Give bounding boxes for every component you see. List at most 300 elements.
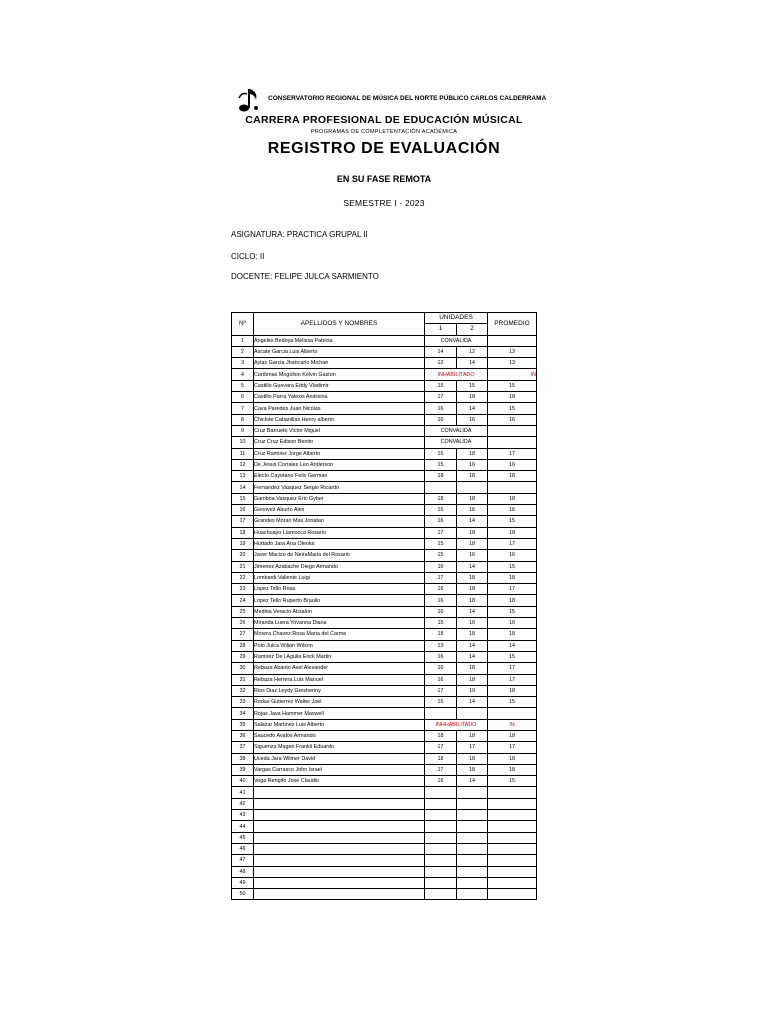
average-score	[488, 798, 537, 809]
unit-1-score	[425, 855, 457, 866]
table-row	[232, 380, 537, 391]
row-number: 12	[232, 459, 254, 470]
average-score: 16	[488, 618, 537, 629]
table-row	[232, 550, 537, 561]
student-name: Lopez Tello Rosa	[254, 584, 425, 595]
student-name	[254, 787, 425, 798]
table-row	[232, 527, 537, 538]
table-row	[232, 335, 537, 346]
status-cell: CONVALIDA	[425, 437, 488, 448]
average-score: 17	[488, 674, 537, 685]
average-score: 16	[488, 414, 537, 425]
table-row	[232, 538, 537, 549]
row-number: 31	[232, 674, 254, 685]
row-number: 25	[232, 606, 254, 617]
average-score	[488, 877, 537, 888]
average-score	[488, 482, 537, 493]
unit-1-score: 18	[425, 471, 457, 482]
average-score	[488, 708, 537, 719]
unit-1-score: 17	[425, 742, 457, 753]
unit-2-score: 14	[457, 561, 488, 572]
student-name: Vargas Carrasco John Israel	[254, 764, 425, 775]
table-row	[232, 346, 537, 357]
unit-1-score	[425, 866, 457, 877]
average-score	[488, 832, 537, 843]
average-score: 18	[488, 392, 537, 403]
row-number: 13	[232, 471, 254, 482]
student-name: Fernandez Vasquez Sergio Ricardo	[254, 482, 425, 493]
row-number: 34	[232, 708, 254, 719]
average-score	[488, 335, 537, 346]
average-score: 14	[488, 640, 537, 651]
semester-label: SEMESTRE I - 2023	[343, 198, 425, 208]
average-score: IN	[488, 369, 537, 380]
student-name: Electo Cayetano Felix German	[254, 471, 425, 482]
unit-1-score: 15	[425, 380, 457, 391]
table-row	[232, 437, 537, 448]
unit-1-score: 17	[425, 527, 457, 538]
row-number: 35	[232, 719, 254, 730]
row-number: 43	[232, 810, 254, 821]
unit-2-score: 18	[457, 471, 488, 482]
unit-2-score: 18	[457, 392, 488, 403]
row-number: 17	[232, 516, 254, 527]
row-number: 18	[232, 527, 254, 538]
evaluation-table	[231, 312, 537, 900]
column-header-unit-2: 2	[457, 324, 488, 335]
table-row	[232, 685, 537, 696]
career-title: CARRERA PROFESIONAL DE EDUCACIÓN MÚSICAL	[245, 114, 523, 126]
unit-1-score: 16	[425, 516, 457, 527]
unit-2-score: 18	[457, 595, 488, 606]
unit-2-score: 14	[457, 697, 488, 708]
unit-1-score	[425, 787, 457, 798]
unit-2-score: 16	[457, 550, 488, 561]
student-name: Cava Paredes Juan Nicolas	[254, 403, 425, 414]
row-number: 26	[232, 618, 254, 629]
student-name: Jimenez Azabache Diego Armando	[254, 561, 425, 572]
table-row	[232, 810, 537, 821]
student-name	[254, 855, 425, 866]
table-row	[232, 629, 537, 640]
average-score: 16	[488, 459, 537, 470]
unit-2-score: 16	[457, 618, 488, 629]
row-number: 47	[232, 855, 254, 866]
average-score	[488, 855, 537, 866]
student-name: Rebaza Abanto Axel Alexander	[254, 663, 425, 674]
student-name: Rodas Gutierrez Walter Joel	[254, 697, 425, 708]
row-number: 39	[232, 764, 254, 775]
table-row	[232, 516, 537, 527]
average-score	[488, 866, 537, 877]
unit-2-score: 14	[457, 516, 488, 527]
table-row	[232, 369, 537, 380]
table-row	[232, 572, 537, 583]
row-number: 8	[232, 414, 254, 425]
row-number: 11	[232, 448, 254, 459]
unit-2-score	[457, 843, 488, 854]
unit-1-score	[425, 832, 457, 843]
unit-1-score	[425, 708, 457, 719]
table-row	[232, 787, 537, 798]
unit-2-score	[457, 821, 488, 832]
unit-1-score: 16	[425, 403, 457, 414]
student-name: Rojas Java Hammer Maxwell	[254, 708, 425, 719]
table-row	[232, 651, 537, 662]
table-row	[232, 832, 537, 843]
table-row	[232, 821, 537, 832]
row-number: 10	[232, 437, 254, 448]
phase-label: EN SU FASE REMOTA	[336, 174, 432, 184]
row-number: 32	[232, 685, 254, 696]
average-score	[488, 889, 537, 900]
status-cell: CONVALIDA	[425, 425, 488, 436]
row-number: 28	[232, 640, 254, 651]
column-header-unit-1: 1	[425, 324, 457, 335]
unit-2-score: 17	[457, 742, 488, 753]
unit-1-score: 16	[425, 776, 457, 787]
average-score: 17	[488, 538, 537, 549]
average-score: 15	[488, 697, 537, 708]
unit-2-score: 15	[457, 380, 488, 391]
unit-1-score: 14	[425, 346, 457, 357]
row-number: 15	[232, 493, 254, 504]
unit-2-score: 18	[457, 730, 488, 741]
unit-2-score	[457, 889, 488, 900]
student-name: Castillo Parra Yalexis Andreina	[254, 392, 425, 403]
column-header-average: PROMEDIO	[488, 313, 537, 336]
average-score: 18	[488, 730, 537, 741]
table-row	[232, 471, 537, 482]
subject-label: ASIGNATURA: PRACTICA GRUPAL II	[231, 230, 368, 239]
unit-1-score	[425, 821, 457, 832]
student-name: Cruz Ramirez Jorge Alberto	[254, 448, 425, 459]
unit-2-score	[457, 482, 488, 493]
row-number: 22	[232, 572, 254, 583]
student-name: Angeles Bedoya Melissa Patricia	[254, 335, 425, 346]
average-score: 13	[488, 358, 537, 369]
average-score: 18	[488, 629, 537, 640]
student-name: Huachuayo Llamocca Rosario	[254, 527, 425, 538]
row-number: 40	[232, 776, 254, 787]
row-number: 7	[232, 403, 254, 414]
unit-1-score: 16	[425, 663, 457, 674]
unit-2-score: 18	[457, 663, 488, 674]
unit-1-score	[425, 877, 457, 888]
table-row	[232, 561, 537, 572]
unit-1-score: 16	[425, 595, 457, 606]
average-score: 18	[488, 471, 537, 482]
student-name: Hurtado Jara Ana Olenka	[254, 538, 425, 549]
table-row	[232, 753, 537, 764]
average-score: 17	[488, 663, 537, 674]
average-score: 18	[488, 527, 537, 538]
music-note-icon	[236, 84, 262, 114]
average-score: 18	[488, 764, 537, 775]
table-row	[232, 505, 537, 516]
unit-2-score	[457, 832, 488, 843]
unit-2-score: 14	[457, 640, 488, 651]
unit-1-score: 17	[425, 764, 457, 775]
row-number: 33	[232, 697, 254, 708]
unit-2-score	[457, 866, 488, 877]
institution-name: CONSERVATORIO REGIONAL DE MÚSICA DEL NORTE PÚBLICO CARLOS CALDERRAMA	[268, 95, 547, 102]
status-cell: INHHABILITADO	[425, 719, 488, 730]
average-score: 15	[488, 651, 537, 662]
student-name	[254, 877, 425, 888]
unit-2-score: 14	[457, 358, 488, 369]
student-name: Morera Chavez Rosa Maria del Carme	[254, 629, 425, 640]
row-number: 44	[232, 821, 254, 832]
table-row	[232, 358, 537, 369]
student-name: Uceda Jara Wilmer David	[254, 753, 425, 764]
unit-2-score	[457, 877, 488, 888]
row-number: 37	[232, 742, 254, 753]
row-number: 19	[232, 538, 254, 549]
unit-1-score: 15	[425, 538, 457, 549]
unit-1-score: 16	[425, 674, 457, 685]
table-row	[232, 403, 537, 414]
page-title: REGISTRO DE EVALUACIÓN	[267, 140, 501, 157]
unit-2-score	[457, 798, 488, 809]
student-name: Saucedo Avalos Armando	[254, 730, 425, 741]
unit-2-score: 18	[457, 753, 488, 764]
average-score	[488, 425, 537, 436]
unit-2-score: 16	[457, 414, 488, 425]
average-score	[488, 787, 537, 798]
student-name: Rebaza Herrera Luis Manuel	[254, 674, 425, 685]
table-row	[232, 414, 537, 425]
unit-1-score: 18	[425, 629, 457, 640]
unit-1-score: 12	[425, 358, 457, 369]
table-row	[232, 606, 537, 617]
table-row	[232, 708, 537, 719]
unit-1-score: 17	[425, 572, 457, 583]
unit-2-score: 16	[457, 459, 488, 470]
student-name: Aylas Garcia Jhancarlo Michae	[254, 358, 425, 369]
table-row	[232, 742, 537, 753]
row-number: 16	[232, 505, 254, 516]
student-name: Ascate Garcia Luis Alberto	[254, 346, 425, 357]
average-score	[488, 810, 537, 821]
unit-1-score: 16	[425, 414, 457, 425]
student-name: Salazar Martinez Luis Alberto	[254, 719, 425, 730]
unit-2-score: 14	[457, 651, 488, 662]
average-score	[488, 843, 537, 854]
program-subtitle: PROGRAMAS DE COMPLETENTACIÓN ACADÉMICA	[310, 129, 458, 135]
row-number: 20	[232, 550, 254, 561]
student-name: De Jesus Corrales Leo Anderson	[254, 459, 425, 470]
unit-2-score: 18	[457, 538, 488, 549]
average-score: 13	[488, 346, 537, 357]
table-row	[232, 764, 537, 775]
row-number: 45	[232, 832, 254, 843]
student-name	[254, 843, 425, 854]
student-name: Polo Julca Wilian Wilson	[254, 640, 425, 651]
unit-1-score: 17	[425, 392, 457, 403]
student-name	[254, 832, 425, 843]
table-row	[232, 776, 537, 787]
row-number: 27	[232, 629, 254, 640]
row-number: 5	[232, 380, 254, 391]
student-name: Rios Diaz Leydy Greshenny	[254, 685, 425, 696]
unit-2-score: 18	[457, 584, 488, 595]
table-row	[232, 663, 537, 674]
average-score: 15	[488, 776, 537, 787]
average-score: 15	[488, 380, 537, 391]
row-number: 4	[232, 369, 254, 380]
row-number: 36	[232, 730, 254, 741]
unit-2-score: 18	[457, 674, 488, 685]
unit-1-score	[425, 482, 457, 493]
unit-1-score: 15	[425, 618, 457, 629]
unit-2-score: 12	[457, 346, 488, 357]
student-name: Miranda Luera Yovanna Diana	[254, 618, 425, 629]
status-cell: INHABILITADO	[425, 369, 488, 380]
unit-1-score: 18	[425, 493, 457, 504]
table-row	[232, 674, 537, 685]
average-score: 15	[488, 403, 537, 414]
row-number: 6	[232, 392, 254, 403]
average-score: 17	[488, 742, 537, 753]
unit-2-score: 14	[457, 606, 488, 617]
unit-2-score	[457, 855, 488, 866]
row-number: 2	[232, 346, 254, 357]
row-number: 49	[232, 877, 254, 888]
unit-1-score: 15	[425, 459, 457, 470]
unit-2-score	[457, 787, 488, 798]
table-row	[232, 640, 537, 651]
table-row	[232, 877, 537, 888]
teacher-label: DOCENTE: FELIPE JULCA SARMIENTO	[231, 272, 379, 281]
table-row	[232, 843, 537, 854]
average-score	[488, 821, 537, 832]
table-row	[232, 595, 537, 606]
unit-1-score: 18	[425, 753, 457, 764]
student-name: Lombardi Valiente Luigi	[254, 572, 425, 583]
unit-2-score: 18	[457, 493, 488, 504]
average-score: 17	[488, 448, 537, 459]
unit-1-score: 17	[425, 685, 457, 696]
unit-1-score: 16	[425, 448, 457, 459]
table-row	[232, 425, 537, 436]
unit-2-score	[457, 708, 488, 719]
average-score: IN	[488, 719, 537, 730]
table-row	[232, 448, 537, 459]
unit-1-score: 16	[425, 561, 457, 572]
unit-1-score	[425, 798, 457, 809]
average-score: 15	[488, 606, 537, 617]
row-number: 48	[232, 866, 254, 877]
row-number: 3	[232, 358, 254, 369]
student-name	[254, 821, 425, 832]
average-score	[488, 437, 537, 448]
student-name: Grandes Moran Max Jonatan	[254, 516, 425, 527]
average-score: 16	[488, 550, 537, 561]
unit-2-score: 18	[457, 572, 488, 583]
row-number: 14	[232, 482, 254, 493]
unit-2-score	[457, 810, 488, 821]
table-row	[232, 798, 537, 809]
student-name: Chiclote Cabanillas Henry alberto	[254, 414, 425, 425]
average-score: 18	[488, 572, 537, 583]
average-score: 18	[488, 753, 537, 764]
student-name: Castillo Guevara Eddy Vladimir	[254, 380, 425, 391]
unit-2-score: 18	[457, 764, 488, 775]
row-number: 1	[232, 335, 254, 346]
unit-1-score: 16	[425, 651, 457, 662]
unit-1-score	[425, 810, 457, 821]
average-score: 18	[488, 685, 537, 696]
row-number: 41	[232, 787, 254, 798]
unit-2-score: 18	[457, 629, 488, 640]
table-row	[232, 392, 537, 403]
table-row	[232, 866, 537, 877]
unit-2-score: 19	[457, 685, 488, 696]
average-score: 17	[488, 584, 537, 595]
table-row	[232, 730, 537, 741]
table-row	[232, 889, 537, 900]
row-number: 9	[232, 425, 254, 436]
unit-1-score: 16	[425, 584, 457, 595]
unit-2-score: 16	[457, 505, 488, 516]
table-row	[232, 618, 537, 629]
row-number: 23	[232, 584, 254, 595]
student-name: Siguenza Magan Frankli Eduardo	[254, 742, 425, 753]
row-number: 42	[232, 798, 254, 809]
row-number: 24	[232, 595, 254, 606]
table-row	[232, 719, 537, 730]
table-row	[232, 584, 537, 595]
unit-2-score: 18	[457, 527, 488, 538]
table-row	[232, 482, 537, 493]
unit-1-score	[425, 889, 457, 900]
cycle-label: CICLO: II	[231, 252, 265, 261]
row-number: 38	[232, 753, 254, 764]
column-header-units: UNIDADES	[425, 313, 488, 324]
average-score: 15	[488, 516, 537, 527]
student-name: Gamboa Vasquez Eric Gyber	[254, 493, 425, 504]
row-number: 21	[232, 561, 254, 572]
student-name: Vega Rengifo Jose Claudio	[254, 776, 425, 787]
student-name: Cruz Cruz Edison Benito	[254, 437, 425, 448]
column-header-name: APELLIDOS Y NOMBRES	[254, 313, 425, 336]
unit-1-score: 16	[425, 505, 457, 516]
student-name	[254, 798, 425, 809]
table-row	[232, 459, 537, 470]
table-row	[232, 855, 537, 866]
student-name: Ramirez De l Aguila Erick Martin	[254, 651, 425, 662]
unit-1-score: 16	[425, 697, 457, 708]
table-row	[232, 493, 537, 504]
status-cell: CONVALIDA	[425, 335, 488, 346]
row-number: 29	[232, 651, 254, 662]
unit-1-score: 18	[425, 730, 457, 741]
unit-1-score: 16	[425, 606, 457, 617]
student-name: Cruz Barrueto Victor Miguel	[254, 425, 425, 436]
student-name: Lopez Tello Ruperto Braulio	[254, 595, 425, 606]
student-name	[254, 810, 425, 821]
average-score: 15	[488, 561, 537, 572]
student-name	[254, 889, 425, 900]
student-name: Javer Macizo de NeiraMaria del Rosario	[254, 550, 425, 561]
student-name: Cardenas Mogollon Kelvin Gaston	[254, 369, 425, 380]
student-name: Genovez Aburto Alex	[254, 505, 425, 516]
unit-2-score: 18	[457, 448, 488, 459]
unit-2-score: 14	[457, 403, 488, 414]
unit-1-score: 13	[425, 640, 457, 651]
student-name	[254, 866, 425, 877]
